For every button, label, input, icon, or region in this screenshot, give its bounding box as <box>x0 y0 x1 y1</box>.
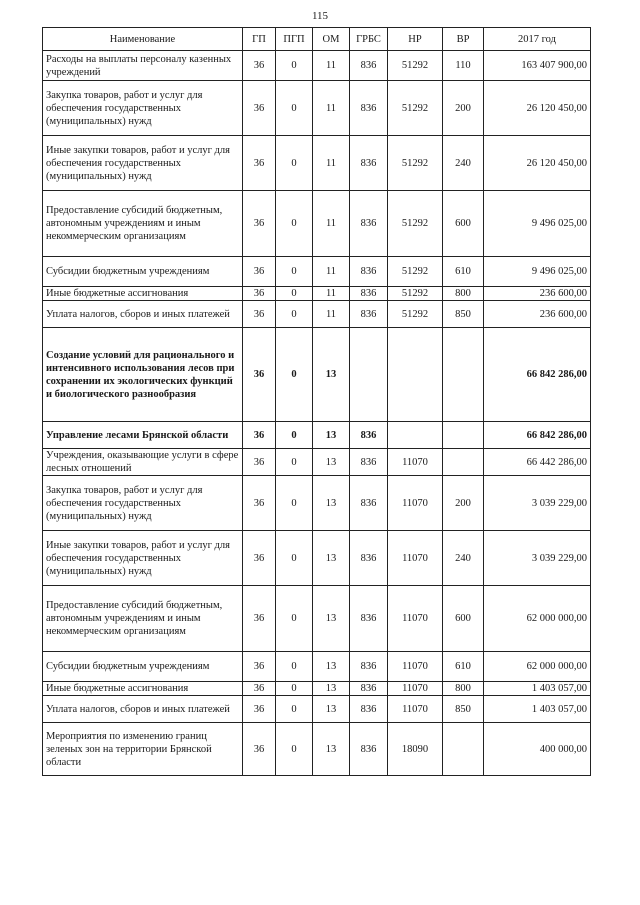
cell-vr: 240 <box>443 136 484 191</box>
cell-om: 11 <box>313 287 350 301</box>
cell-pgp: 0 <box>276 422 313 449</box>
cell-nr: 51292 <box>388 191 443 257</box>
cell-nr: 51292 <box>388 136 443 191</box>
cell-amount: 9 496 025,00 <box>484 257 591 287</box>
cell-amount: 66 842 286,00 <box>484 328 591 422</box>
cell-pgp: 0 <box>276 723 313 776</box>
cell-name: Уплата налогов, сборов и иных платежей <box>43 696 243 723</box>
cell-amount: 3 039 229,00 <box>484 476 591 531</box>
cell-name: Предоставление субсидий бюджетным, автономным учреждениям и иным некоммерческим организациям <box>43 191 243 257</box>
cell-gp: 36 <box>243 682 276 696</box>
cell-grbs: 836 <box>350 652 388 682</box>
cell-pgp: 0 <box>276 652 313 682</box>
cell-om: 13 <box>313 586 350 652</box>
cell-vr <box>443 328 484 422</box>
cell-pgp: 0 <box>276 287 313 301</box>
cell-amount: 163 407 900,00 <box>484 51 591 81</box>
cell-nr: 11070 <box>388 682 443 696</box>
table-row <box>43 257 591 287</box>
cell-om: 11 <box>313 191 350 257</box>
cell-vr: 600 <box>443 586 484 652</box>
cell-pgp: 0 <box>276 51 313 81</box>
cell-vr: 800 <box>443 682 484 696</box>
table-row <box>43 652 591 682</box>
cell-om: 13 <box>313 652 350 682</box>
cell-grbs: 836 <box>350 696 388 723</box>
cell-nr <box>388 422 443 449</box>
cell-nr: 11070 <box>388 476 443 531</box>
cell-name: Управление лесами Брянской области <box>43 422 243 449</box>
cell-name: Предоставление субсидий бюджетным, автономным учреждениям и иным некоммерческим организациям <box>43 586 243 652</box>
cell-name: Субсидии бюджетным учреждениям <box>43 257 243 287</box>
cell-om: 13 <box>313 723 350 776</box>
cell-name: Создание условий для рационального и интенсивного использования лесов при сохранении их экологических функций и биологического разнообразия <box>43 328 243 422</box>
cell-pgp: 0 <box>276 191 313 257</box>
cell-grbs: 836 <box>350 287 388 301</box>
cell-vr: 600 <box>443 191 484 257</box>
table-row <box>43 682 591 696</box>
cell-om: 11 <box>313 51 350 81</box>
cell-pgp: 0 <box>276 531 313 586</box>
header-pgp: ПГП <box>276 28 313 51</box>
cell-gp: 36 <box>243 136 276 191</box>
cell-om: 13 <box>313 422 350 449</box>
cell-nr: 11070 <box>388 696 443 723</box>
cell-grbs: 836 <box>350 81 388 136</box>
cell-vr: 200 <box>443 81 484 136</box>
table-row <box>43 586 591 652</box>
cell-amount: 236 600,00 <box>484 301 591 328</box>
cell-amount: 66 842 286,00 <box>484 422 591 449</box>
cell-amount: 9 496 025,00 <box>484 191 591 257</box>
cell-name: Учреждения, оказывающие услуги в сфере лесных отношений <box>43 449 243 476</box>
cell-gp: 36 <box>243 723 276 776</box>
cell-grbs: 836 <box>350 682 388 696</box>
cell-nr <box>388 328 443 422</box>
budget-table <box>42 27 591 776</box>
cell-gp: 36 <box>243 51 276 81</box>
cell-vr: 850 <box>443 696 484 723</box>
cell-amount: 236 600,00 <box>484 287 591 301</box>
header-vr: ВР <box>443 28 484 51</box>
cell-vr: 240 <box>443 531 484 586</box>
cell-amount: 1 403 057,00 <box>484 682 591 696</box>
table-row <box>43 301 591 328</box>
cell-pgp: 0 <box>276 476 313 531</box>
cell-name: Иные закупки товаров, работ и услуг для обеспечения государственных (муниципальных) нужд <box>43 136 243 191</box>
cell-vr: 110 <box>443 51 484 81</box>
cell-amount: 62 000 000,00 <box>484 586 591 652</box>
cell-om: 13 <box>313 476 350 531</box>
cell-nr: 51292 <box>388 51 443 81</box>
table-row <box>43 723 591 776</box>
cell-grbs: 836 <box>350 476 388 531</box>
cell-grbs: 836 <box>350 586 388 652</box>
cell-vr: 800 <box>443 287 484 301</box>
cell-nr: 11070 <box>388 531 443 586</box>
cell-grbs: 836 <box>350 136 388 191</box>
cell-nr: 11070 <box>388 449 443 476</box>
cell-nr: 51292 <box>388 81 443 136</box>
cell-nr: 18090 <box>388 723 443 776</box>
cell-nr: 51292 <box>388 257 443 287</box>
cell-amount: 62 000 000,00 <box>484 652 591 682</box>
cell-name: Закупка товаров, работ и услуг для обеспечения государственных (муниципальных) нужд <box>43 476 243 531</box>
cell-om: 13 <box>313 531 350 586</box>
cell-om: 11 <box>313 136 350 191</box>
table-row <box>43 287 591 301</box>
cell-om: 13 <box>313 682 350 696</box>
cell-nr: 11070 <box>388 652 443 682</box>
cell-vr: 200 <box>443 476 484 531</box>
cell-gp: 36 <box>243 586 276 652</box>
cell-grbs: 836 <box>350 422 388 449</box>
table-row <box>43 531 591 586</box>
cell-gp: 36 <box>243 449 276 476</box>
cell-name: Расходы на выплаты персоналу казенных учреждений <box>43 51 243 81</box>
cell-name: Мероприятия по изменению границ зеленых зон на территории Брянской области <box>43 723 243 776</box>
cell-grbs: 836 <box>350 531 388 586</box>
cell-nr: 11070 <box>388 586 443 652</box>
cell-gp: 36 <box>243 328 276 422</box>
cell-name: Иные закупки товаров, работ и услуг для обеспечения государственных (муниципальных) нужд <box>43 531 243 586</box>
cell-vr <box>443 449 484 476</box>
cell-vr <box>443 723 484 776</box>
cell-pgp: 0 <box>276 696 313 723</box>
cell-gp: 36 <box>243 652 276 682</box>
cell-pgp: 0 <box>276 301 313 328</box>
cell-gp: 36 <box>243 191 276 257</box>
cell-pgp: 0 <box>276 328 313 422</box>
cell-om: 13 <box>313 328 350 422</box>
table-row <box>43 696 591 723</box>
cell-gp: 36 <box>243 287 276 301</box>
cell-grbs <box>350 328 388 422</box>
cell-amount: 66 442 286,00 <box>484 449 591 476</box>
table-row <box>43 476 591 531</box>
cell-gp: 36 <box>243 531 276 586</box>
cell-gp: 36 <box>243 257 276 287</box>
header-year: 2017 год <box>484 28 591 51</box>
page-number: 115 <box>311 10 329 22</box>
cell-om: 13 <box>313 449 350 476</box>
cell-grbs: 836 <box>350 257 388 287</box>
cell-gp: 36 <box>243 422 276 449</box>
header-name: Наименование <box>43 28 243 51</box>
cell-name: Иные бюджетные ассигнования <box>43 287 243 301</box>
table-row <box>43 328 591 422</box>
cell-grbs: 836 <box>350 301 388 328</box>
cell-vr: 610 <box>443 652 484 682</box>
cell-name: Уплата налогов, сборов и иных платежей <box>43 301 243 328</box>
cell-amount: 26 120 450,00 <box>484 136 591 191</box>
table-row <box>43 449 591 476</box>
cell-grbs: 836 <box>350 51 388 81</box>
cell-om: 11 <box>313 257 350 287</box>
cell-vr: 850 <box>443 301 484 328</box>
header-gp: ГП <box>243 28 276 51</box>
table-row <box>43 191 591 257</box>
cell-nr: 51292 <box>388 301 443 328</box>
cell-pgp: 0 <box>276 81 313 136</box>
cell-grbs: 836 <box>350 191 388 257</box>
cell-gp: 36 <box>243 696 276 723</box>
cell-name: Закупка товаров, работ и услуг для обеспечения государственных (муниципальных) нужд <box>43 81 243 136</box>
cell-gp: 36 <box>243 476 276 531</box>
cell-amount: 400 000,00 <box>484 723 591 776</box>
cell-amount: 1 403 057,00 <box>484 696 591 723</box>
table-row <box>43 136 591 191</box>
cell-amount: 3 039 229,00 <box>484 531 591 586</box>
cell-name: Субсидии бюджетным учреждениям <box>43 652 243 682</box>
cell-name: Иные бюджетные ассигнования <box>43 682 243 696</box>
table-header-row <box>43 28 591 51</box>
cell-grbs: 836 <box>350 449 388 476</box>
cell-pgp: 0 <box>276 586 313 652</box>
table-row <box>43 422 591 449</box>
cell-pgp: 0 <box>276 257 313 287</box>
cell-amount: 26 120 450,00 <box>484 81 591 136</box>
cell-vr <box>443 422 484 449</box>
cell-pgp: 0 <box>276 449 313 476</box>
header-grbs: ГРБС <box>350 28 388 51</box>
cell-gp: 36 <box>243 81 276 136</box>
table-row <box>43 81 591 136</box>
cell-om: 13 <box>313 696 350 723</box>
cell-om: 11 <box>313 81 350 136</box>
cell-grbs: 836 <box>350 723 388 776</box>
cell-pgp: 0 <box>276 136 313 191</box>
table-row <box>43 51 591 81</box>
header-nr: НР <box>388 28 443 51</box>
cell-gp: 36 <box>243 301 276 328</box>
cell-nr: 51292 <box>388 287 443 301</box>
cell-om: 11 <box>313 301 350 328</box>
cell-vr: 610 <box>443 257 484 287</box>
header-om: ОМ <box>313 28 350 51</box>
cell-pgp: 0 <box>276 682 313 696</box>
